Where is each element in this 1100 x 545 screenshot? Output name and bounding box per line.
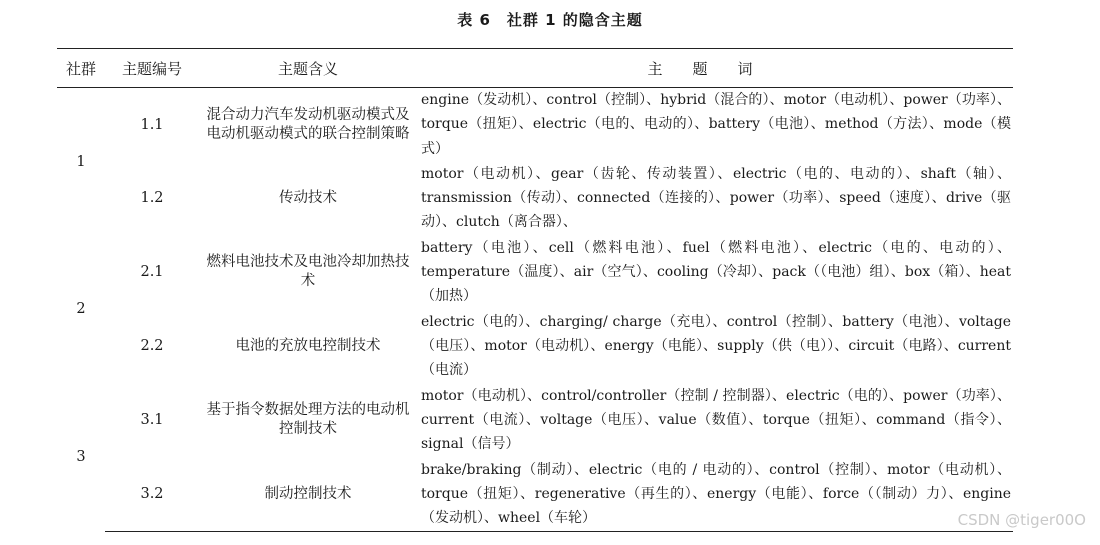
topic-meaning: 混合动力汽车发动机驱动模式及电动机驱动模式的联合控制策略 (206, 106, 410, 142)
topic-meaning: 基于指令数据处理方法的电动机控制技术 (206, 402, 410, 437)
topic-keywords: motor（电动机）、control/controller（控制 / 控制器）、electric（电的）、power（功率）、current（电流）、voltage（电压）、value（数值）、torque（扭矩）、command（指令）、signal（信号） (421, 387, 1011, 453)
topic-keywords: engine（发动机）、control（控制）、hybrid（混合的）、motor（电动机）、power（功率）、torque（扭矩）、electric（电的、电动的）、battery（电池）、method（方法）、mode（模式） (421, 92, 1011, 157)
topics-table (57, 48, 1013, 532)
topic-id: 2.2 (140, 338, 164, 354)
table-row (57, 457, 1013, 532)
table-row (57, 309, 1013, 383)
header-meaning: 主题含义 (199, 49, 417, 88)
topic-keywords: motor（电动机）、gear（齿轮、传动装置）、electric（电的、电动的）、shaft（轴）、transmission（传动）、connected（连接的）、power（功率）、speed（速度）、drive（驱动）、clutch（离合器）、 (421, 165, 1011, 231)
topic-id: 3.1 (140, 412, 164, 428)
header-row (57, 49, 1013, 88)
watermark: CSDN @tiger00O (957, 511, 1086, 529)
community-id: 1 (76, 153, 86, 170)
topic-keywords: battery（电池）、cell（燃料电池）、fuel（燃料电池）、electric（电的、电动的）、temperature（温度）、air（空气）、cooling（冷却）、pack（（电池）组）、box（箱）、heat（加热） (421, 239, 1011, 305)
header-keywords: 主题词 (417, 49, 1013, 88)
topic-meaning: 电池的充放电控制技术 (235, 337, 381, 354)
community-id: 3 (76, 449, 86, 466)
topic-keywords: electric（电的）、charging/ charge（充电）、control（控制）、battery（电池）、voltage（电压）、motor（电动机）、energy（电能）、supply（供（电））、circuit（电路）、current（电流） (421, 313, 1011, 379)
table-row (57, 383, 1013, 457)
header-topic-id: 主题编号 (105, 49, 199, 88)
topic-keywords: brake/braking（制动）、electric（电的 / 电动的）、control（控制）、motor（电动机）、torque（扭矩）、regenerative（再生的）、energy（电能）、force（（制动）力）、engine（发动机）、wheel（车轮） (417, 457, 1013, 532)
community-id: 2 (76, 301, 86, 317)
topic-meaning: 传动技术 (279, 189, 337, 206)
table-row (57, 88, 1013, 162)
header-community: 社群 (57, 49, 105, 88)
topic-id: 1.2 (140, 190, 164, 206)
topic-id: 3.2 (105, 457, 199, 532)
topic-meaning: 燃料电池技术及电池冷却加热技术 (206, 254, 410, 289)
table-caption: 表 6 社群 1 的隐含主题 (457, 11, 643, 29)
table-row (57, 161, 1013, 235)
topic-id: 2.1 (140, 264, 164, 280)
topic-id: 1.1 (140, 116, 164, 133)
topic-meaning: 制动控制技术 (199, 457, 417, 532)
table-row (57, 235, 1013, 309)
